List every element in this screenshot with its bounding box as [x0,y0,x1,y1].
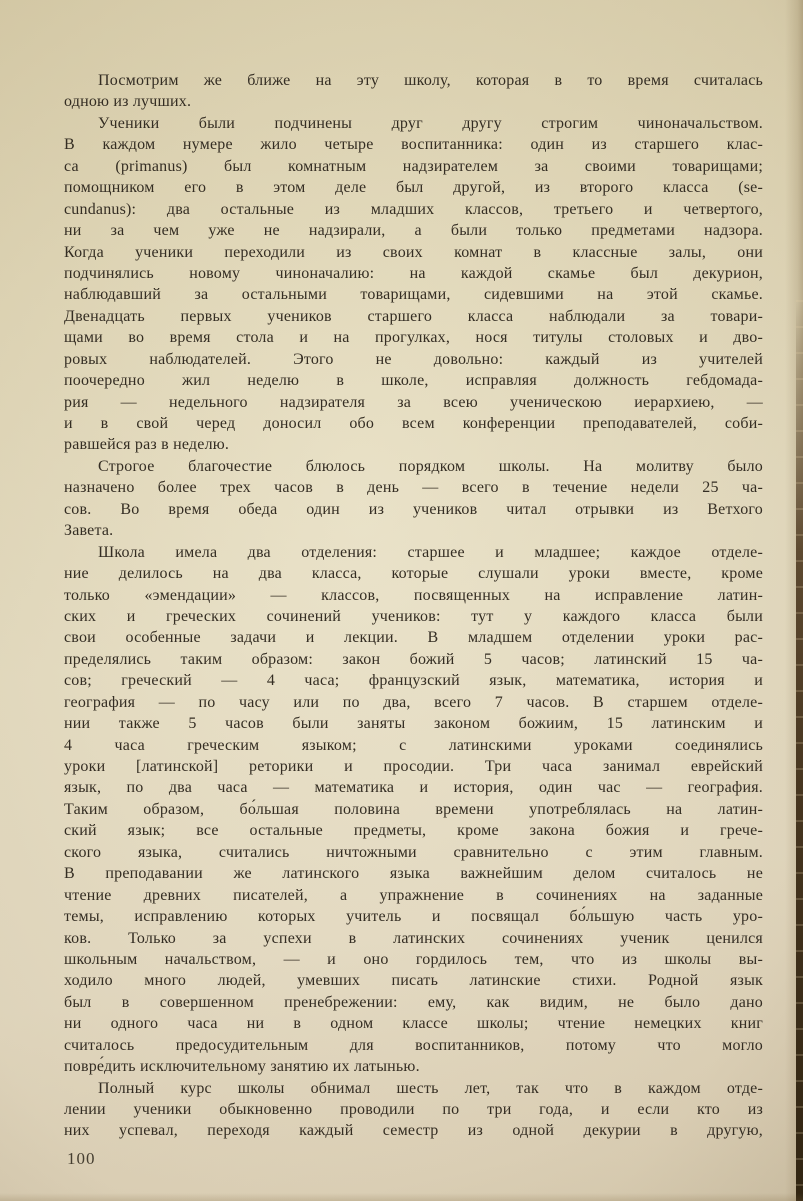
text-line: щами во время стола и на прогулках, нося титулы столовых и дво- [64,329,763,347]
text-line: пределялись таким образом: закон божий 5 часов; латинский 15 ча- [64,650,763,668]
page-bottom-vignette [0,1193,803,1201]
text-line: В преподавании же латинского языка важнейшим делом считалось не [64,865,763,883]
text-line: поочередно жил неделю в школе, исправляя должность гебдомада- [64,372,763,390]
text-line: Строгое благочестие блюлось порядком школы. На молитву было [98,457,763,475]
text-line: ни одного часа ни в одном классе школы; чтение немецких книг [64,1015,763,1033]
text-line: них успевал, переходя каждый семестр из одной декурии в другую, [64,1122,763,1140]
text-line: ский язык; все остальные предметы, кроме закона божия и грече- [64,822,763,840]
text-line: ского языка, считались ничтожными сравнительно с этим главным. [64,843,763,861]
text-line: са (primanus) был комнатным надзирателем за своими товарищами; [64,157,763,175]
text-line: уроки [латинской] реторики и просодии. Три часа занимал еврейский [64,758,763,775]
text-line: рия — недельного надзирателя за всею ученическою иерархиею, — [64,393,763,411]
text-line: чтение древних писателей, а упражнение в сочинениях на заданные [64,886,763,904]
text-line: Завета. [64,522,114,540]
text-line: нии также 5 часов были заняты законом божиим, 15 латинским и [64,715,763,733]
text-line: темы, исправлению которых учитель и посвящал бо́льшую часть уро- [64,908,763,926]
text-line: ни за чем уже не надзирали, а были только предметами надзора. [64,222,763,240]
text-block [64,70,763,1142]
text-line: повре́дить исключительному занятию их латынью. [64,1058,420,1076]
text-line: ходило много людей, умевших писать латинские стихи. Родной язык [64,972,763,990]
text-line: равшейся раз в неделю. [64,436,230,454]
text-line: Ученики были подчинены друг другу строгим чиноначальством. [98,114,763,132]
text-line: Посмотрим же ближе на эту школу, которая в то время считалась [98,72,763,89]
text-line: Двенадцать первых учеников старшего класса наблюдали за товари- [64,307,763,325]
text-line: ровых наблюдателей. Этого не довольно: каждый из учителей [64,350,763,368]
book-edge-shadow [796,300,803,1201]
text-line: свои особенные задачи и лекции. В младшем отделении уроки рас- [64,629,763,647]
text-line: В каждом нумере жило четыре воспитанника: один из старшего клас- [64,136,763,154]
text-line: язык, по два часа — математика и история, один час — география. [64,779,763,797]
text-line: ние делилось на два класса, которые слушали уроки вместе, кроме [64,565,763,583]
text-line: подчинялись новому чиноначалию: на каждой скамье был декурион, [64,264,763,282]
text-line: Когда ученики переходили из своих комнат в классные залы, они [64,243,763,261]
text-line: сов; греческий — 4 часа; французский язык, математика, история и [64,672,763,690]
text-line: только «эмендации» — классов, посвященных на исправление латин- [64,586,763,604]
text-line: назначено более трех часов в день — всего в течение недели 25 ча- [64,479,763,497]
text-line: ков. Только за успехи в латинских сочинениях ученик ценился [64,929,763,947]
text-line: и в свой черед доносил обо всем конференции преподавателей, соби- [64,415,763,432]
text-line: одною из лучших. [64,93,192,111]
text-line: лении ученики обыкновенно проводили по три года, и если кто из [64,1101,763,1118]
text-line: Полный курс школы обнимал шесть лет, так что в каждом отде- [98,1079,763,1097]
text-line: наблюдавший за остальными товарищами, сидевшими на этой скамье. [64,286,763,304]
text-line: география — по часу или по два, всего 7 часов. В старшем отделе- [64,693,763,711]
page-number: 100 [67,1149,96,1168]
text-line: Школа имела два отделения: старшее и младшее; каждое отделе- [98,543,763,561]
text-line: cundanus): два остальные из младших классов, третьего и четвертого, [64,200,763,218]
text-line: 4 часа греческим языком; с латинскими уроками соединялись [64,736,763,754]
text-line: был в совершенном пренебрежении: ему, как видим, не было дано [64,993,763,1011]
text-line: считалось предосудительным для воспитанников, потому что могло [64,1036,763,1054]
text-line: помощником его в этом деле был другой, из второго класса (se- [64,179,763,197]
text-line: сов. Во время обеда один из учеников читал отрывки из Ветхого [64,500,763,518]
text-line: школьным начальством, — и оно гордилось тем, что из школы вы- [64,950,763,968]
text-line: ских и греческих сочинений учеников: тут у каждого класса были [64,607,763,625]
text-line: Таким образом, бо́льшая половина времени употреблялась на латин- [64,800,763,818]
